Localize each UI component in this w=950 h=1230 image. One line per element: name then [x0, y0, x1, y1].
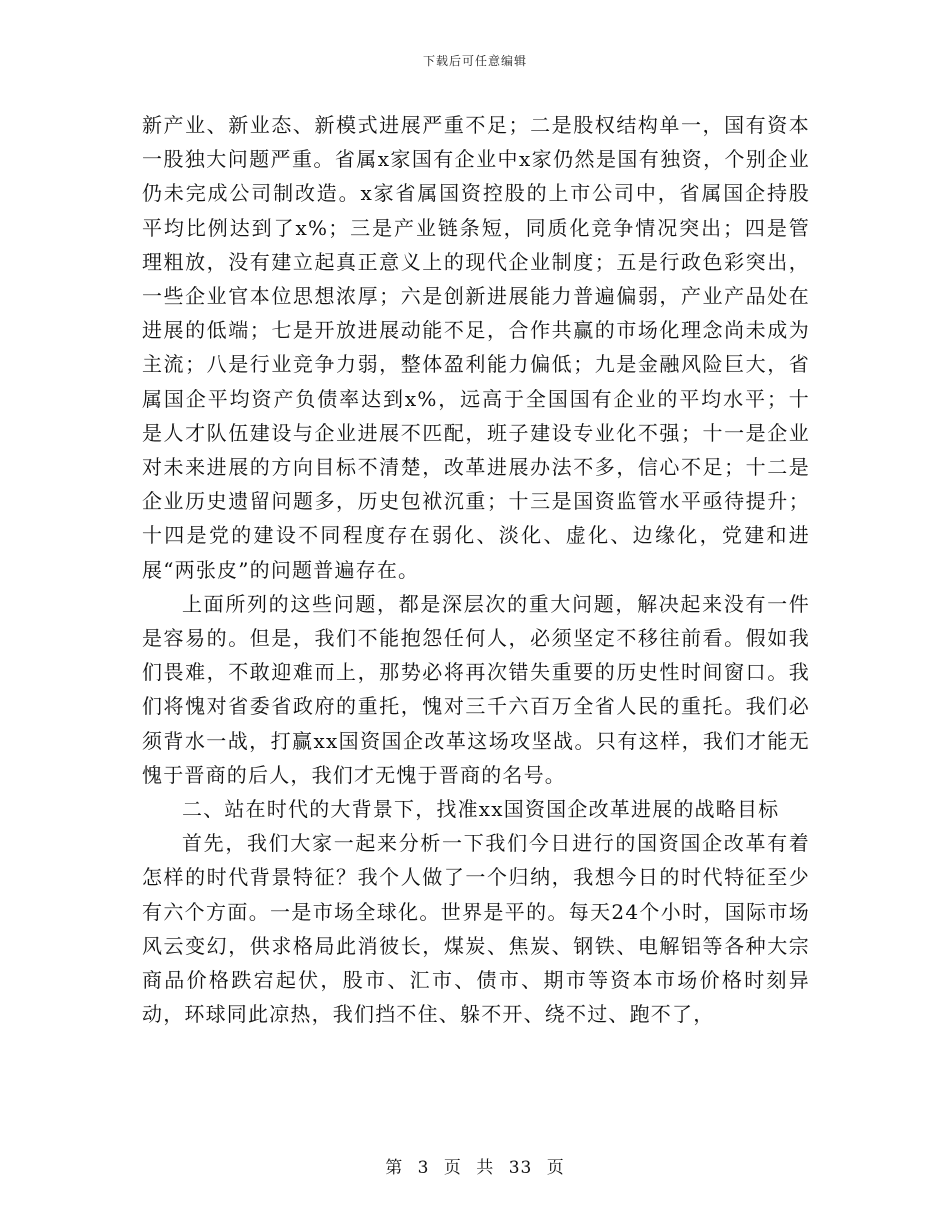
- footer-total-word: 共: [476, 1158, 495, 1178]
- footer-suffix: 页: [546, 1158, 565, 1178]
- footer-page-word: 页: [443, 1158, 462, 1178]
- total-page-count: 33: [508, 1158, 533, 1178]
- paragraph-1: 新产业、新业态、新模式进展严重不足；二是股权结构单一，国有资本一股独大问题严重。省属x家国有企业中x家仍然是国有独资，个别企业仍未完成公司制改造。x家省属国资控股的上市公司中，省属国企持股平均比例达到了x%；三是产业链条短，同质化竞争情况突出；四是管理粗放，没有建立起真正意义上的现代企业制度；五是行政色彩突出，一些企业官本位思想浓厚；六是创新进展能力普遍偏弱，产业产品处在进展的低端；七是开放进展动能不足，合作共赢的市场化理念尚未成为主流；八是行业竞争力弱，整体盈利能力偏低；九是金融风险巨大，省属国企平均资产负债率达到x%，远高于全国国有企业的平均水平；十是人才队伍建设与企业进展不匹配，班子建设专业化不强；十一是企业对未来进展的方向目标不清楚，改革进展办法不多，信心不足；十二是企业历史遗留问题多，历史包袱沉重；十三是国资监管水平亟待提升；十四是党的建设不同程度存在弱化、淡化、虚化、边缘化，党建和进展“两张皮”的问题普遍存在。: [142, 113, 810, 582]
- page-header: 下载后可任意编辑: [422, 54, 527, 68]
- section-heading: 二、站在时代的大背景下，找准xx国资国企改革进展的战略目标: [182, 797, 780, 822]
- paragraph-2: 上面所列的这些问题，都是深层次的重大问题，解决起来没有一件是容易的。但是，我们不能抱怨任何人，必须坚定不移往前看。假如我们畏难，不敢迎难而上，那势必将再次错失重要的历史性时间窗口。我们将愧对省委省政府的重托，愧对三千六百万全省人民的重托。我们必须背水一战，打赢xx国资国企改革这场攻坚战。只有这样，我们才能无愧于晋商的后人，我们才无愧于晋商的名号。: [142, 591, 810, 787]
- current-page-number: 3: [417, 1158, 430, 1178]
- document-body: [142, 108, 810, 1031]
- paragraph-3: 首先，我们大家一起来分析一下我们今日进行的国资国企改革有着怎样的时代背景特征？我个人做了一个归纳，我想今日的时代特征至少有六个方面。一是市场全球化。世界是平的。每天24个小时，国际市场风云变幻，供求格局此消彼长，煤炭、焦炭、钢铁、电解铝等各种大宗商品价格跌宕起伏，股市、汇市、债市、期市等资本市场价格时刻异动，环球同此凉热，我们挡不住、躲不开、绕不过、跑不了，: [142, 831, 810, 1027]
- footer-prefix: 第: [385, 1158, 404, 1178]
- page-footer: [0, 1153, 950, 1178]
